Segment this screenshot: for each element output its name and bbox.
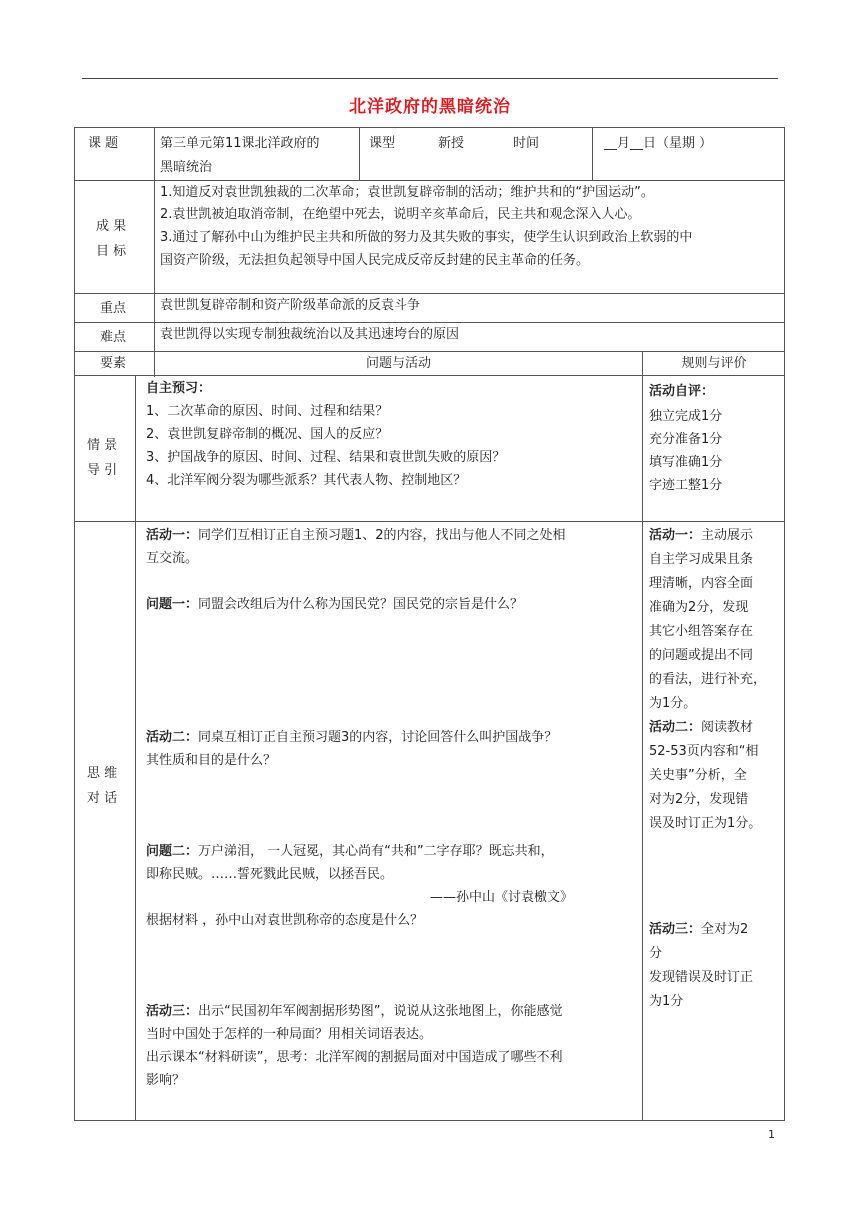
type-value: 新授 xyxy=(438,136,465,151)
rule-1-line-4: 准确为2分，发现 xyxy=(649,600,749,615)
header-rule xyxy=(82,78,778,79)
question-1 xyxy=(146,593,523,616)
self-eval-item-4: 字迹工整1分 xyxy=(649,478,723,493)
rule-2-label: 活动二： xyxy=(649,720,702,735)
question-2-line-1 xyxy=(146,840,554,863)
rule-1-line-2: 自主学习成果且条 xyxy=(649,552,754,567)
activity-3-line-3: 出示课本“材料研读”，思考：北洋军阀的割据局面对中国造成了哪些不利 xyxy=(146,1050,563,1065)
activity-2-line-2: 其性质和目的是什么？ xyxy=(146,753,277,768)
goal-line-1: 1.知道反对袁世凯独裁的二次革命；袁世凯复辟帝制的活动；维护共和的“护国运动”。 xyxy=(160,185,654,200)
rule-2-line-3: 关史事”分析，全 xyxy=(649,768,747,783)
lesson-title-line-1: 第三单元第11课北洋政府的 xyxy=(160,136,320,151)
rule-1-text: 主动展示 xyxy=(701,528,754,543)
preview-item-2: 2、袁世凯复辟帝制的概况、国人的反应？ xyxy=(146,427,389,442)
rule-1-line-3: 理清晰，内容全面 xyxy=(649,576,754,591)
time-label: 时间 xyxy=(513,136,540,151)
type-label: 课型 xyxy=(369,136,396,151)
activity-1-text: 同学们互相订正自主预习题1、2的内容，找出与他人不同之处相 xyxy=(198,528,566,543)
rule-3-line-3: 发现错误及时订正 xyxy=(649,970,754,985)
lesson-title-line-2: 黑暗统治 xyxy=(160,160,213,175)
activity-2-text: 同桌互相订正自主预习题3的内容，讨论回答什么叫护国战争？ xyxy=(198,730,558,745)
preview-item-1: 1、二次革命的原因、时间、过程和结果？ xyxy=(146,404,389,419)
self-eval-heading: 活动自评： xyxy=(649,384,715,399)
goal-line-3: 3.通过了解孙中山为维护民主共和所做的努力及其失败的事实，使学生认识到政治上软弱的中 xyxy=(160,230,693,245)
self-eval-item-3: 填写准确1分 xyxy=(649,455,723,470)
rule-1-line-1 xyxy=(649,524,753,547)
question-1-text: 同盟会改组后为什么称为国民党？国民党的宗旨是什么？ xyxy=(198,597,524,612)
activity-2-label: 活动二： xyxy=(146,730,199,745)
activity-3-text: 出示“民国初年军阀割据形势图”，说说从这张地图上，你能感觉 xyxy=(198,1004,563,1019)
rule-3-line-1 xyxy=(649,918,748,941)
question-2-text: 万户涕泪， 一人冠冕，其心尚有“共和”二字存耶？既忘共和， xyxy=(198,844,554,859)
rule-3-line-4: 为1分 xyxy=(649,994,684,1009)
rule-2-line-4: 对为2分，发现错 xyxy=(649,792,749,807)
activity-3-line-4: 影响？ xyxy=(146,1073,186,1088)
question-2-label: 问题二： xyxy=(146,844,199,859)
rule-1-line-5: 其它小组答案存在 xyxy=(649,624,754,639)
self-eval-item-2: 充分准备1分 xyxy=(649,432,723,447)
activity-3-line-2: 当时中国处于怎样的一种局面？用相关词语表达。 xyxy=(146,1027,433,1042)
column-elements: 要素 xyxy=(100,356,127,371)
column-activities: 问题与活动 xyxy=(365,356,431,371)
activity-3-line-1 xyxy=(146,1000,563,1023)
page-number: 1 xyxy=(768,1128,775,1141)
preview-heading: 自主预习： xyxy=(146,381,212,396)
question-2-ask: 根据材料 ，孙中山对袁世凯称帝的态度是什么？ xyxy=(146,913,424,928)
rule-3-text: 全对为2 xyxy=(701,922,749,937)
difficulty-text: 袁世凯得以实现专制独裁统治以及其迅速垮台的原因 xyxy=(160,327,460,342)
rule-2-line-2: 52-53页内容和“相 xyxy=(649,744,759,759)
activity-3-label: 活动三： xyxy=(146,1004,199,1019)
goal-line-2: 2.袁世凯被迫取消帝制，在绝望中死去，说明辛亥革命后，民主共和观念深入人心。 xyxy=(160,207,641,222)
activity-1-line-1 xyxy=(146,524,566,547)
rule-1-line-6: 的问题或提出不同 xyxy=(649,648,754,663)
key-label: 重点 xyxy=(100,301,127,316)
question-2-source: ——孙中山《讨袁檄文》 xyxy=(430,890,574,905)
page-title: 北洋政府的黑暗统治 xyxy=(349,97,511,117)
goals-label-1: 成 果 xyxy=(96,219,127,234)
rule-2-line-5: 误及时订正为1分。 xyxy=(649,816,762,831)
section1-label-2: 导 引 xyxy=(87,463,118,478)
time-value: __月__日（星期 ） xyxy=(604,136,713,151)
rule-3-label: 活动三： xyxy=(649,922,702,937)
key-text: 袁世凯复辟帝制和资产阶级革命派的反袁斗争 xyxy=(160,298,421,313)
self-eval-item-1: 独立完成1分 xyxy=(649,409,723,424)
lesson-label: 课 题 xyxy=(88,136,119,151)
rule-1-label: 活动一： xyxy=(649,528,702,543)
goals-label-2: 目 标 xyxy=(96,244,127,259)
question-2-line-2: 即称民贼。……誓死戮此民贼，以拯吾民。 xyxy=(146,867,394,882)
activity-1-label: 活动一： xyxy=(146,528,199,543)
section2-label-1: 思 维 xyxy=(87,766,118,781)
preview-item-3: 3、护国战争的原因、时间、过程、结果和袁世凯失败的原因？ xyxy=(146,450,506,465)
difficulty-label: 难点 xyxy=(100,330,127,345)
goal-line-4: 国资产阶级，无法担负起领导中国人民完成反帝反封建的民主革命的任务。 xyxy=(160,253,590,268)
rule-1-line-7: 的看法，进行补充， xyxy=(649,672,767,687)
column-evaluation: 规则与评价 xyxy=(681,356,747,371)
preview-item-4: 4、北洋军阀分裂为哪些派系？其代表人物、控制地区？ xyxy=(146,473,467,488)
activity-2-line-1 xyxy=(146,726,557,749)
activity-1-line-2: 互交流。 xyxy=(146,551,199,566)
question-1-label: 问题一： xyxy=(146,597,199,612)
rule-2-text: 阅读教材 xyxy=(701,720,754,735)
rule-3-line-2: 分 xyxy=(649,946,663,961)
section2-label-2: 对 话 xyxy=(87,791,118,806)
section1-label-1: 情 景 xyxy=(87,438,118,453)
rule-1-line-8: 为1分。 xyxy=(649,696,697,711)
rule-2-line-1 xyxy=(649,716,753,739)
